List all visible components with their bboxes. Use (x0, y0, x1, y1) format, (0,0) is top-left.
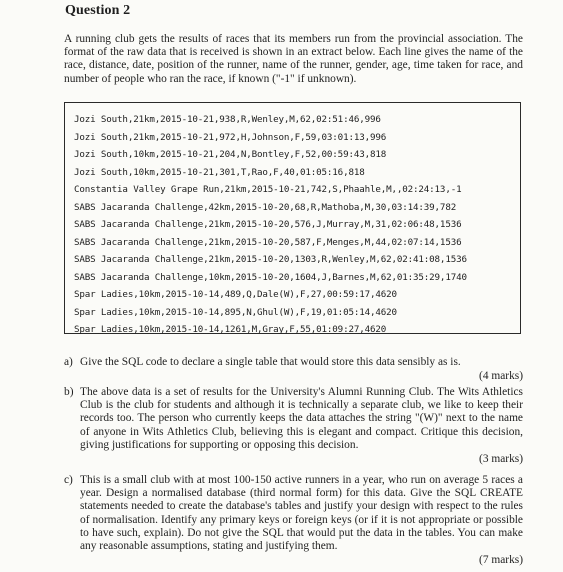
data-line: Constantia Valley Grape Run,21km,2015-10-21,742,S,Phaahle,M,,02:24:13,-1 (74, 184, 462, 195)
intro-paragraph: A running club gets the results of races that its members run from the provincial association. The format of the raw data that is received is shown in an extract below. Each line gives the name of the race, distance, date, position of the runner, name of the runner, gender, age, time taken for race, and number of people who ran the race, if known ("-1" if unknown). (64, 33, 523, 85)
part-text: The above data is a set of results for the University's Alumni Running Club. The Wits Athletics Club is the club for students and although it is technically a separate club, we like to keep their records too. The person who currently keeps the data attaches the string "(W)" next to the name of anyone in Wits Athletics Club, believing this is elegant and compact. Critique this decision, giving justifications for supporting or opposing this decision. (80, 386, 523, 451)
data-line: Spar Ladies,10km,2015-10-14,1261,M,Gray,F,55,01:09:27,4620 (74, 324, 387, 335)
question-part-c (64, 474, 523, 567)
part-letter: a) (64, 356, 73, 368)
part-text: Give the SQL code to declare a single table that would store this data sensibly as is. (80, 356, 461, 368)
data-line: Jozi South,10km,2015-10-21,204,N,Bontley,F,52,00:59:43,818 (74, 149, 387, 160)
data-line: Jozi South,21km,2015-10-21,972,H,Johnson,F,59,03:01:13,996 (74, 131, 387, 143)
data-line: SABS Jacaranda Challenge,21km,2015-10-20,587,F,Menges,M,44,02:07:14,1536 (74, 236, 462, 248)
data-line: SABS Jacaranda Challenge,10km,2015-10-20,1604,J,Barnes,M,62,01:35:29,1740 (74, 271, 467, 283)
part-text: This is a small club with at most 100-150 active runners in a year, who run on average 5 races a year. Design a normalised database (third normal form) for this data. Give the SQL CREATE statements needed to create the database's tables and justify your design with respect to the rules of normalisation. Identify any primary keys or foreign keys (or if it is not appropriate or possible to have such, explain). Do not give the SQL that would put the data in the tables. You can make any reasonable assumptions, stating and justifying them. (80, 474, 523, 553)
data-line: Jozi South,21km,2015-10-21,938,R,Wenley,M,62,02:51:46,996 (74, 114, 381, 125)
data-line: Spar Ladies,10km,2015-10-14,895,N,Ghul(W),F,19,01:05:14,4620 (74, 306, 397, 318)
data-line: SABS Jacaranda Challenge,21km,2015-10-20,1303,R,Wenley,M,62,02:41:08,1536 (74, 254, 467, 265)
part-marks: (4 marks) (479, 370, 523, 383)
part-letter: c) (64, 474, 73, 486)
raw-data-extract (64, 102, 521, 334)
data-line: Spar Ladies,10km,2015-10-14,489,Q,Dale(W),F,27,00:59:17,4620 (74, 289, 397, 300)
part-marks: (7 marks) (479, 554, 523, 567)
question-intro (64, 33, 523, 86)
data-line: SABS Jacaranda Challenge,42km,2015-10-20,68,R,Mathoba,M,30,03:14:39,782 (74, 201, 457, 213)
question-heading: Question 2 (65, 3, 131, 18)
data-line: SABS Jacaranda Challenge,21km,2015-10-20,576,J,Murray,M,31,02:06:48,1536 (74, 219, 462, 230)
part-letter: b) (64, 386, 74, 398)
data-line: Jozi South,10km,2015-10-21,301,T,Rao,F,40,01:05:16,818 (74, 166, 365, 178)
question-part-a (64, 356, 523, 383)
part-marks: (3 marks) (479, 453, 523, 466)
question-part-b (64, 386, 523, 466)
